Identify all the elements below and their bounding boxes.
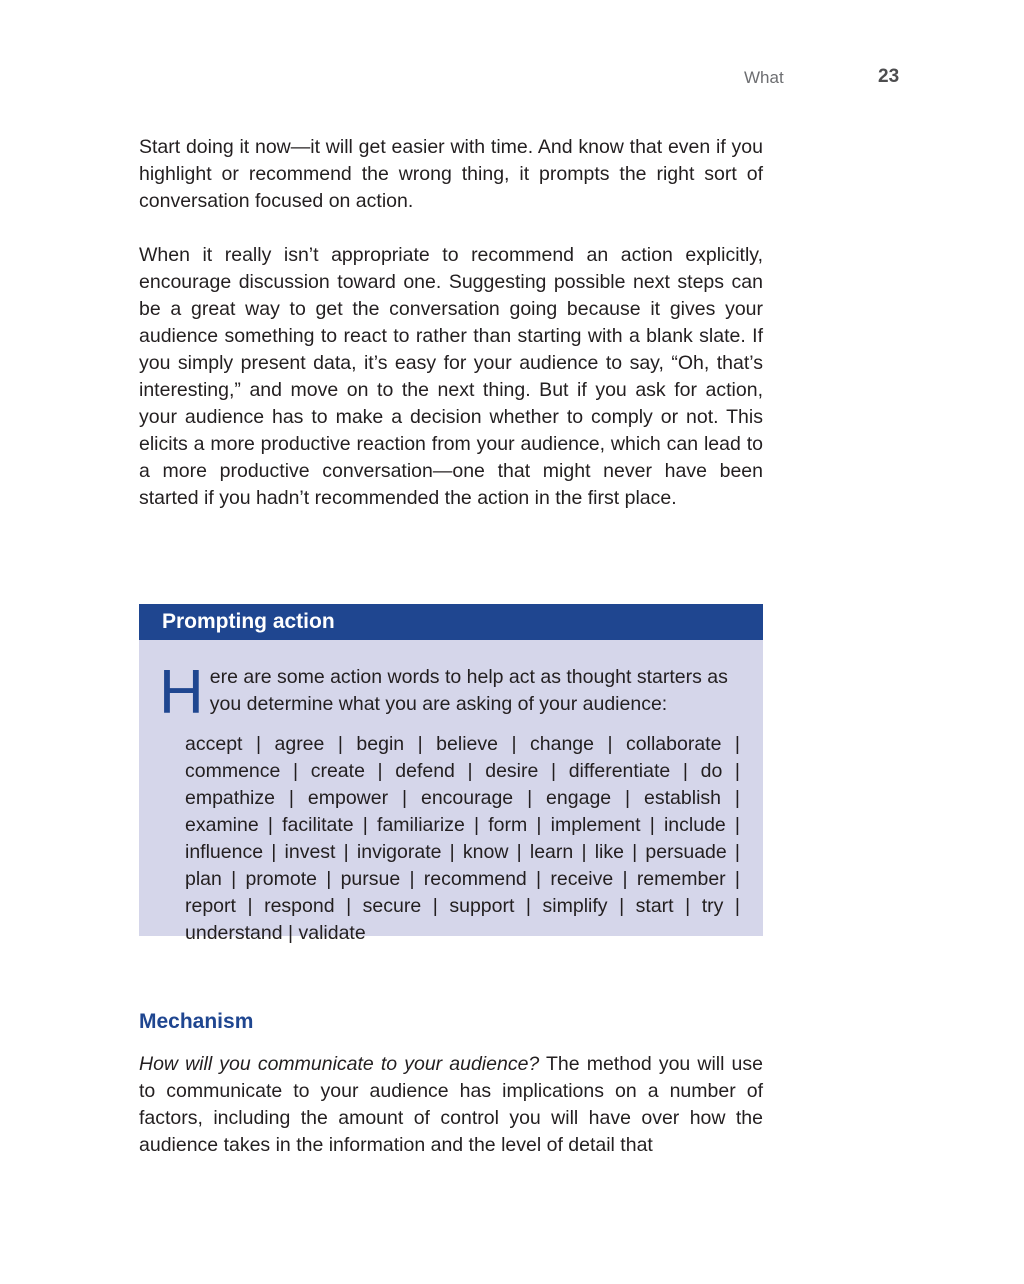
mechanism-text: The method you will use to communicate to your audience has implications on a number of factors, including the amount of control you will have over how the audience takes in the information and the level of detail that bbox=[139, 1053, 763, 1156]
sidebar-title: Prompting action bbox=[139, 604, 763, 640]
running-head bbox=[0, 66, 1024, 90]
body-paragraph-2: When it really isn’t appropriate to recommend an action explicitly, encourage discussion toward one. Suggesting possible next steps can be a great way to get the conversation going because it gives your audience something to react to rather than starting with a blank slate. If you simply present data, it’s easy for your audience to say, “Oh, that’s interesting,” and move on to the next thing. But if you ask for action, your audience has to make a decision whether to comply or not. This elicits a more productive reaction from your audience, which can lead to a more productive conversation—one that might never have been started if you hadn’t recommended the action in the first place. bbox=[139, 244, 763, 509]
drop-cap: H bbox=[159, 658, 204, 727]
body-paragraph-mechanism bbox=[139, 1051, 763, 1159]
page-number: 23 bbox=[878, 66, 900, 87]
action-word-list: accept | agree | begin | believe | change | collaborate | commence | create | defend | desire | differentiate | do | empathize | empower | encourage | engage | establish | examine | facilitate | familiarize | form | implement | include | influence | invest | invigorate | know | learn | like | persuade | plan | promote | pursue | recommend | receive | remember | report | respond | secure | support | simplify | start | try | understand | validate bbox=[185, 733, 740, 944]
mechanism-lead-question: How will you communicate to your audience? bbox=[139, 1053, 540, 1075]
running-head-section: What bbox=[744, 68, 784, 87]
sidebar-intro-text: ere are some action words to help act as thought starters as you determine what you are asking of your audience: bbox=[209, 666, 728, 715]
section-heading-mechanism: Mechanism bbox=[139, 1010, 254, 1033]
body-paragraph-1: Start doing it now—it will get easier with time. And know that even if you highlight or recommend the wrong thing, it prompts the right sort of conversation focused on action. bbox=[139, 136, 763, 212]
sidebar-box bbox=[139, 604, 763, 944]
sidebar-intro bbox=[159, 658, 739, 727]
